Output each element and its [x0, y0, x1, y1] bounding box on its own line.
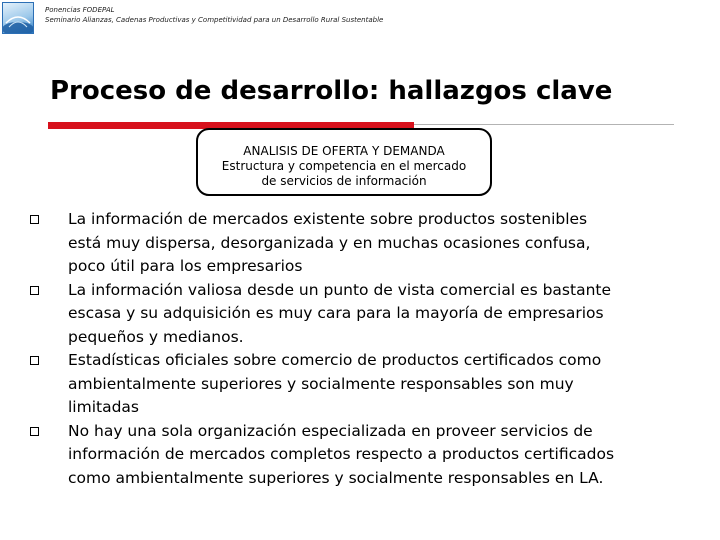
finding-text-line: La información valiosa desde un punto de vista comercial es bastante: [68, 280, 612, 299]
analysis-callout-box: [196, 128, 492, 196]
finding-text-line: como ambientalmente superiores y socialmente responsables en LA.: [68, 468, 604, 487]
finding-item: [30, 279, 710, 350]
finding-text-line: está muy dispersa, desorganizada y en muchas ocasiones confusa,: [68, 233, 591, 252]
finding-text-line: ambientalmente superiores y socialmente responsables son muy: [68, 374, 574, 393]
finding-item: [30, 349, 710, 420]
callout-subtitle-line-1: Estructura y competencia en el mercado: [221, 159, 467, 173]
finding-text-line: información de mercados completos respecto a productos certificados: [68, 445, 615, 463]
hollow-square-bullet-icon: [30, 215, 39, 224]
header-seminar-title: Seminario Alianzas, Cadenas Productivas y Competitividad para un Desarrollo Rural Sustentable: [45, 16, 384, 24]
findings-list: [30, 208, 710, 490]
header-organization: Ponencias FODEPAL: [45, 6, 115, 14]
hollow-square-bullet-icon: [30, 427, 39, 436]
finding-item: [30, 420, 710, 491]
finding-text-line: No hay una sola organización especializada en proveer servicios de: [68, 421, 593, 440]
finding-text-line: poco útil para los empresarios: [68, 257, 303, 275]
hollow-square-bullet-icon: [30, 356, 39, 365]
hollow-square-bullet-icon: [30, 286, 39, 295]
finding-text-line: Estadísticas oficiales sobre comercio de productos certificados como: [68, 351, 602, 369]
finding-text-line: pequeños y medianos.: [68, 327, 244, 346]
fodepal-logo: [2, 2, 34, 34]
slide-title: Proceso de desarrollo: hallazgos clave: [50, 76, 613, 106]
callout-subtitle-line-2: de servicios de información: [261, 174, 427, 188]
finding-text-line: limitadas: [68, 398, 140, 416]
finding-text-line: escasa y su adquisición es muy cara para la mayoría de empresarios: [68, 304, 604, 322]
logo-graphic: [3, 3, 33, 33]
finding-text-line: La información de mercados existente sobre productos sostenibles: [68, 210, 588, 228]
finding-item: [30, 208, 710, 279]
callout-heading: ANALISIS DE OFERTA Y DEMANDA: [243, 144, 445, 158]
